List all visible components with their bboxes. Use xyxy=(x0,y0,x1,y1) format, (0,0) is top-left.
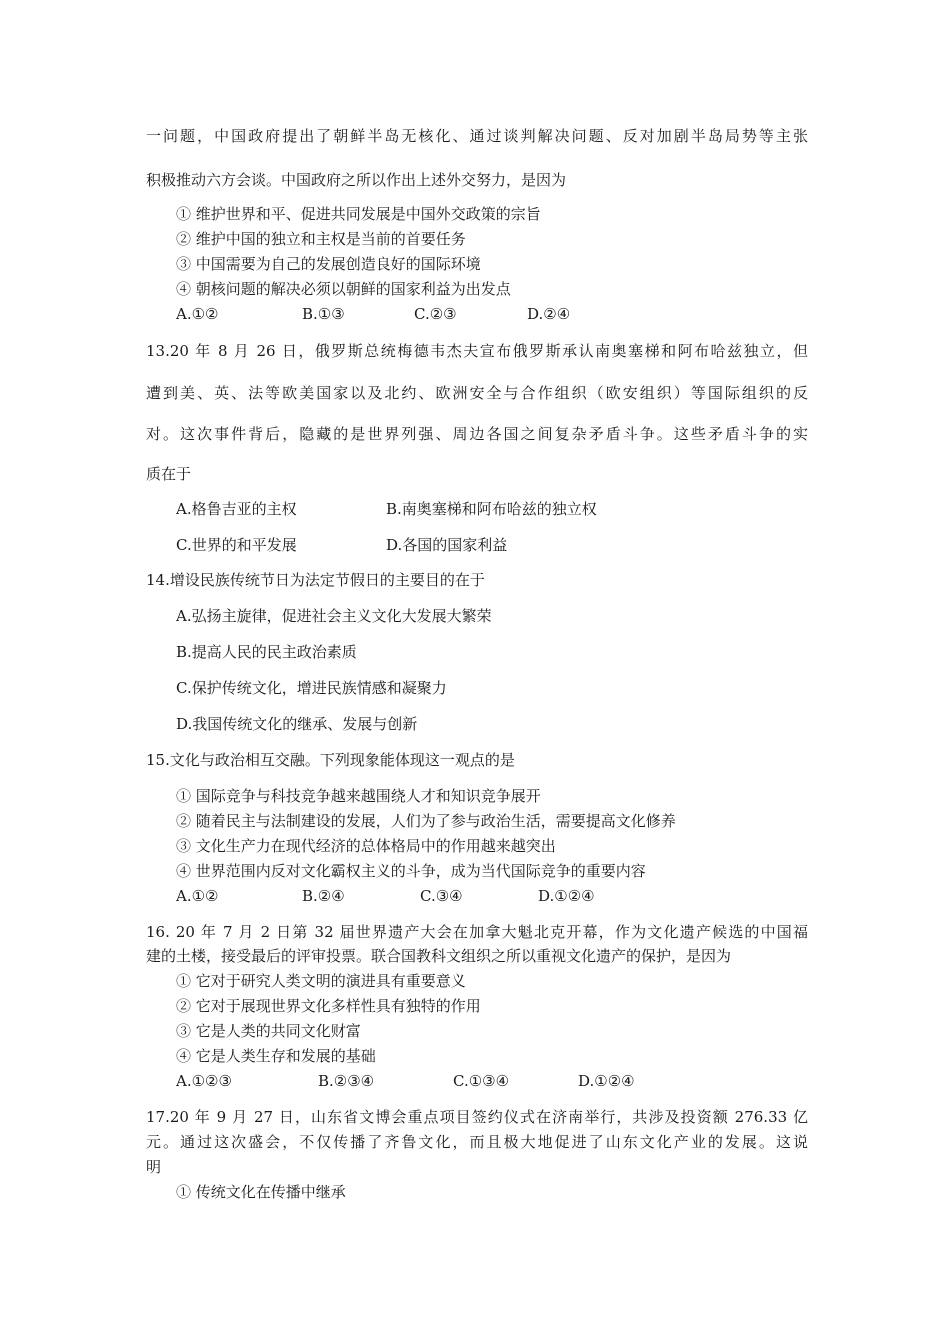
option-b[interactable]: B.南奥塞梯和阿布哈兹的独立权 xyxy=(386,500,597,518)
question-17-item-1: ① 传统文化在传播中继承 xyxy=(176,1183,346,1201)
question-16-text-line-2: 建的土楼，接受最后的评审投票。联合国教科文组织之所以重视文化遗产的保护，是因为 xyxy=(146,947,732,965)
option-c[interactable]: C.①③④ xyxy=(453,1072,510,1090)
question-15-item-3: ③ 文化生产力在现代经济的总体格局中的作用越来越突出 xyxy=(176,837,556,855)
option-d[interactable]: D.各国的国家利益 xyxy=(386,536,508,554)
option-d[interactable]: D.②④ xyxy=(527,305,571,323)
question-12-item-3: ③ 中国需要为自己的发展创造良好的国际环境 xyxy=(176,255,481,273)
option-c[interactable]: C.世界的和平发展 xyxy=(176,536,297,554)
option-b[interactable]: B.提高人民的民主政治素质 xyxy=(176,643,357,661)
question-16-item-4: ④ 它是人类生存和发展的基础 xyxy=(176,1047,376,1065)
question-14-stem: 14.增设民族传统节日为法定节假日的主要目的在于 xyxy=(146,571,485,589)
option-a[interactable]: A.弘扬主旋律，促进社会主义文化大发展大繁荣 xyxy=(176,607,492,625)
question-12-text-line-1: 一问题，中国政府提出了朝鲜半岛无核化、通过谈判解决问题、反对加剧半岛局势等主张 xyxy=(146,127,808,145)
question-12-item-1: ① 维护世界和平、促进共同发展是中国外交政策的宗旨 xyxy=(176,205,541,223)
question-17-text-line-3: 明 xyxy=(146,1158,162,1176)
option-b[interactable]: B.②④ xyxy=(302,887,345,905)
question-13-text-line-4: 质在于 xyxy=(146,465,192,483)
question-17-text-line-1: 17.20 年 9 月 27 日，山东省文博会重点项目签约仪式在济南举行，共涉及投资额 276.33 亿 xyxy=(146,1108,808,1126)
question-13-text-line-2: 遭到美、英、法等欧美国家以及北约、欧洲安全与合作组织（欧安组织）等国际组织的反 xyxy=(146,384,808,402)
question-12-item-4: ④ 朝核问题的解决必须以朝鲜的国家利益为出发点 xyxy=(176,280,511,298)
option-c[interactable]: C.③④ xyxy=(420,887,463,905)
option-d[interactable]: D.①②④ xyxy=(538,887,595,905)
option-b[interactable]: B.①③ xyxy=(302,305,345,323)
question-16-item-2: ② 它对于展现世界文化多样性具有独特的作用 xyxy=(176,997,481,1015)
question-12-item-2: ② 维护中国的独立和主权是当前的首要任务 xyxy=(176,230,466,248)
option-a[interactable]: A.格鲁吉亚的主权 xyxy=(176,500,297,518)
option-d[interactable]: D.我国传统文化的继承、发展与创新 xyxy=(176,715,418,733)
question-12-text-line-2: 积极推动六方会谈。中国政府之所以作出上述外交努力，是因为 xyxy=(146,171,567,189)
question-16-item-1: ① 它对于研究人类文明的演进具有重要意义 xyxy=(176,972,466,990)
question-15-item-4: ④ 世界范围内反对文化霸权主义的斗争，成为当代国际竞争的重要内容 xyxy=(176,862,646,880)
option-a[interactable]: A.①② xyxy=(176,887,219,905)
option-c[interactable]: C.保护传统文化，增进民族情感和凝聚力 xyxy=(176,679,447,697)
question-13-text-line-3: 对。这次事件背后，隐藏的是世界列强、周边各国之间复杂矛盾斗争。这些矛盾斗争的实 xyxy=(146,425,808,443)
question-17-text-line-2: 元。通过这次盛会，不仅传播了齐鲁文化，而且极大地促进了山东文化产业的发展。这说 xyxy=(146,1133,808,1151)
option-d[interactable]: D.①②④ xyxy=(578,1072,635,1090)
question-15-stem: 15.文化与政治相互交融。下列现象能体现这一观点的是 xyxy=(146,751,515,769)
question-15-item-2: ② 随着民主与法制建设的发展，人们为了参与政治生活，需要提高文化修养 xyxy=(176,812,676,830)
question-16-item-3: ③ 它是人类的共同文化财富 xyxy=(176,1022,361,1040)
question-15-item-1: ① 国际竞争与科技竞争越来越围绕人才和知识竞争展开 xyxy=(176,787,541,805)
option-a[interactable]: A.①②③ xyxy=(176,1072,232,1090)
option-a[interactable]: A.①② xyxy=(176,305,219,323)
question-16-text-line-1: 16. 20 年 7 月 2 日第 32 届世界遗产大会在加拿大魁北克开幕，作为文化遗产候选的中国福 xyxy=(146,923,808,941)
option-b[interactable]: B.②③④ xyxy=(318,1072,375,1090)
question-13-text-line-1: 13.20 年 8 月 26 日，俄罗斯总统梅德韦杰夫宣布俄罗斯承认南奥塞梯和阿布哈兹独立，但 xyxy=(146,342,808,360)
option-c[interactable]: C.②③ xyxy=(414,305,457,323)
